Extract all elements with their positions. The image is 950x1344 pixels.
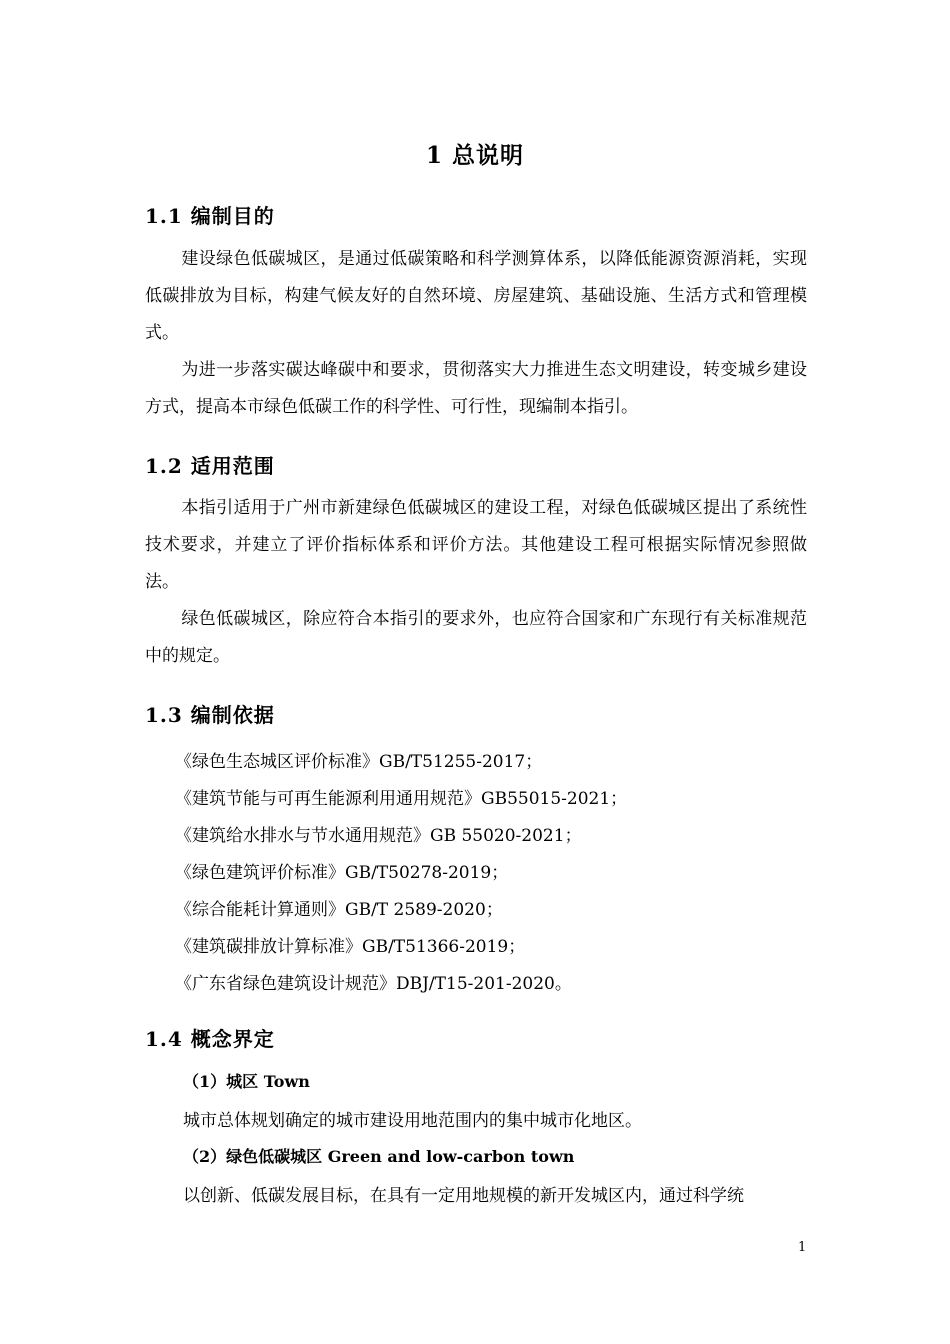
paragraph-1-2-b: 绿色低碳城区，除应符合本指引的要求外，也应符合国家和广东现行有关标准规范中的规定。 bbox=[145, 609, 807, 666]
reference-item: 《绿色生态城区评价标准》GB/T51255-2017； bbox=[175, 752, 543, 772]
page-number: 1 bbox=[798, 1240, 807, 1255]
definition-green-low-carbon-town: 以创新、低碳发展目标，在具有一定用地规模的新开发城区内，通过科学统 bbox=[183, 1186, 744, 1206]
section-heading-1-1: 1.1 编制目的 bbox=[145, 204, 275, 228]
section-heading-1-2: 1.2 适用范围 bbox=[145, 454, 275, 478]
chapter-title: 1 总说明 bbox=[425, 142, 524, 169]
term-town: （1）城区 Town bbox=[183, 1072, 310, 1091]
section-heading-1-4: 1.4 概念界定 bbox=[145, 1027, 275, 1051]
paragraph-1-1-a: 建设绿色低碳城区，是通过低碳策略和科学测算体系，以降低能源资源消耗，实现低碳排放为目标，构建气候友好的自然环境、房屋建筑、基础设施、生活方式和管理模式。 bbox=[145, 249, 807, 343]
paragraph-1-2-a: 本指引适用于广州市新建绿色低碳城区的建设工程，对绿色低碳城区提出了系统性技术要求，并建立了评价指标体系和评价方法。其他建设工程可根据实际情况参照做法。 bbox=[145, 498, 807, 592]
reference-item: 《建筑碳排放计算标准》GB/T51366-2019； bbox=[175, 937, 526, 957]
reference-item: 《广东省绿色建筑设计规范》DBJ/T15-201-2020。 bbox=[175, 974, 572, 994]
reference-item: 《综合能耗计算通则》GB/T 2589-2020； bbox=[175, 900, 503, 920]
reference-item: 《绿色建筑评价标准》GB/T50278-2019； bbox=[175, 863, 509, 883]
section-heading-1-3: 1.3 编制依据 bbox=[145, 703, 275, 727]
paragraph-1-1-b: 为进一步落实碳达峰碳中和要求，贯彻落实大力推进生态文明建设，转变城乡建设方式，提高本市绿色低碳工作的科学性、可行性，现编制本指引。 bbox=[145, 360, 807, 417]
definition-town: 城市总体规划确定的城市建设用地范围内的集中城市化地区。 bbox=[183, 1111, 642, 1131]
reference-item: 《建筑节能与可再生能源利用通用规范》GB55015-2021； bbox=[175, 789, 628, 809]
term-green-low-carbon-town: （2）绿色低碳城区 Green and low-carbon town bbox=[183, 1147, 575, 1166]
reference-item: 《建筑给水排水与节水通用规范》GB 55020-2021； bbox=[175, 826, 582, 846]
